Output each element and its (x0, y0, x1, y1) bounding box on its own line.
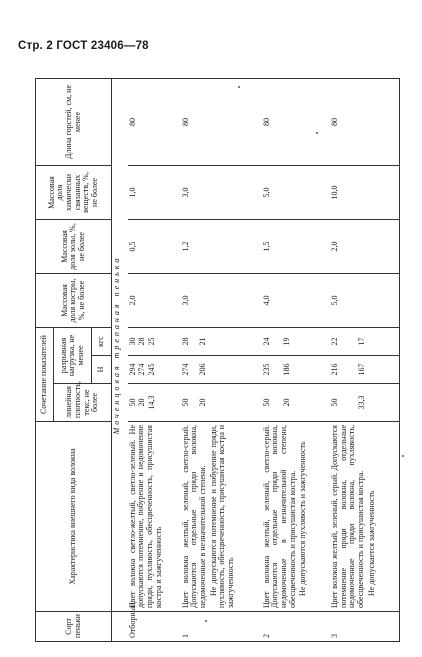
description-cell: Цвет волокна желтый, зеленый, светло-серый. Допускаются отдельные пряди волокна, недомоченные в незначительной степени, обесцвеченность и присушистая костра. Не допускаются пухлявость и зажгученность (262, 422, 331, 612)
header-bast: Массовая доля костры, %, не более (36, 273, 112, 327)
sort-cell: 3 (330, 612, 399, 642)
linear-density-cell: 50 20 (181, 384, 262, 422)
load-n-cell: 216 167 (330, 356, 399, 384)
header-linear-density: линейная плотность, текс, не более (54, 384, 112, 422)
scan-speck (316, 132, 318, 134)
table-row (330, 78, 399, 641)
header-chem: Массовая доля химически связанных веществ, %, не более (36, 165, 112, 219)
description-cell: Цвет волокна светло-желтый, светло-зеленый. Не допускаются потемнение, побурение и недомочение пряди, пухлявость, обесцвеченность, присушистая костра и зажгученность (128, 422, 181, 612)
scan-speck (238, 86, 240, 88)
length-cell: 80 (262, 78, 331, 165)
chem-cell: 1,0 (128, 165, 181, 219)
header-breaking-load: разрывная нагрузка, не менее (54, 327, 92, 383)
ash-cell: 0,5 (128, 219, 181, 273)
sort-cell: 2 (262, 612, 331, 642)
bast-cell: 3,0 (181, 273, 262, 327)
scan-speck (402, 455, 404, 457)
linear-density-cell: 50 20 (262, 384, 331, 422)
length-cell: 80 (330, 78, 399, 165)
scan-speck (205, 620, 207, 622)
table-row (181, 78, 262, 641)
length-cell: 80 (181, 78, 262, 165)
ash-cell: 1,5 (262, 219, 331, 273)
header-combination: Сочетание показателей (36, 327, 54, 421)
load-n-cell: 294 274 245 (128, 356, 181, 384)
table-row (262, 78, 331, 641)
ash-cell: 2,0 (330, 219, 399, 273)
load-kgs-cell: 28 21 (181, 327, 262, 355)
header-length: Длина горстей, см, не менее (36, 78, 112, 165)
header-unit-n: Н (92, 356, 112, 384)
bast-cell: 2,0 (128, 273, 181, 327)
page-header: Стр. 2 ГОСТ 23406—78 (18, 40, 149, 52)
load-n-cell: 235 186 (262, 356, 331, 384)
load-n-cell: 274 206 (181, 356, 262, 384)
requirements-table (35, 78, 400, 642)
header-sort: Сорт пеньки (36, 612, 112, 642)
section-title: Моченцовая трепаная пенька (112, 78, 128, 611)
linear-density-cell: 50 33,3 (330, 384, 399, 422)
table-row (128, 78, 181, 641)
chem-cell: 10,0 (330, 165, 399, 219)
chem-cell: 3,0 (181, 165, 262, 219)
sort-cell: Отборный (128, 612, 181, 642)
rotated-table-stage (35, 79, 400, 642)
bast-cell: 5,0 (330, 273, 399, 327)
load-kgs-cell: 24 19 (262, 327, 331, 355)
header-ash: Массовая доля золы, %, не более (36, 219, 112, 273)
chem-cell: 5,0 (262, 165, 331, 219)
ash-cell: 1,2 (181, 219, 262, 273)
load-kgs-cell: 22 17 (330, 327, 399, 355)
description-cell: Цвет волокна желтый, зеленый, светло-серый. Допускаются отдельные пряди волокна, недомоченные в незначительной степени. Не допускаются потемнение и побурение пряди, пухлявость, обесцвеченность, присушистая костра и зажгученность (181, 422, 262, 612)
length-cell: 80 (128, 78, 181, 165)
load-kgs-cell: 30 28 25 (128, 327, 181, 355)
bast-cell: 4,0 (262, 273, 331, 327)
linear-density-cell: 50 20 14,3 (128, 384, 181, 422)
header-unit-kgs: кгс (92, 327, 112, 355)
sort-cell: 1 (181, 612, 262, 642)
header-description: Характеристика внешнего вида волокна (36, 422, 112, 612)
description-cell: Цвет волокна желтый, зеленый, серый. Допускаются потемнение пряди волокна, отдельные недомоченные пряди волокна, пухлявость, обесцвеченность и присушистая костра. Не допускается зажгученность (330, 422, 399, 612)
